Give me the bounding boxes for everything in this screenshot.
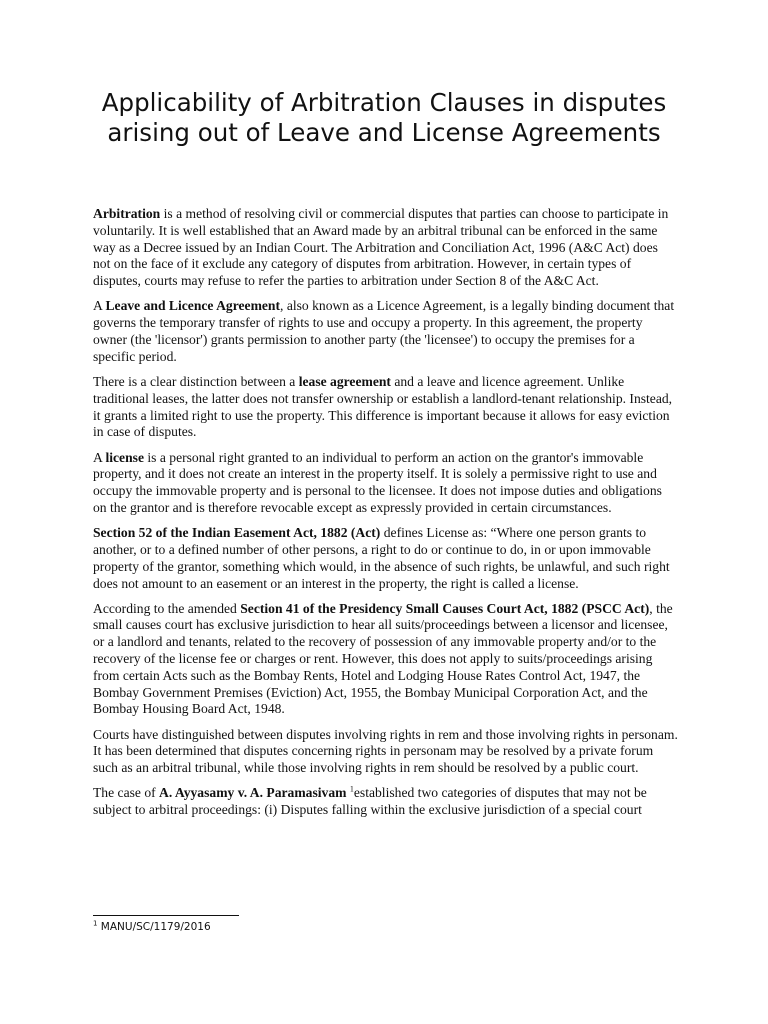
paragraph-text: , also known as a Licence Agreement, is a legally binding document that governs the temporary transfer of rights to use and occupy a property. In this agreement, the property owner (the 'licensor') grants permission to another party (the 'licensee') to occupy the premises for a specific period. (93, 298, 675, 364)
paragraph-text: is a method of resolving civil or commercial disputes that parties can choose to participate in voluntarily. It is well established that an Award made by an arbitral tribunal can be enforced in the same way as a Decree issued by an Indian Court. The Arbitration and Conciliation Act, 1996 (A&C Act) does not on the face of it exclude any category of disputes from arbitration. However, in certain types of disputes, courts may refuse to refer the parties to arbitration under Section 8 of the A&C Act. (93, 206, 669, 289)
paragraph-easement-act (93, 525, 678, 592)
paragraph-pscc-act (93, 601, 678, 719)
paragraph-leave-licence-agreement (93, 298, 678, 365)
paragraph-text: There is a clear distinction between a (93, 373, 299, 389)
bold-term: Leave and Licence Agreement (105, 298, 281, 314)
paragraph-text: defines License as: “Where one person grants to another, or to a defined number of other persons, a right to do or continue to do, in or upon immovable property of the grantor, something which would, in the absence of such rights, be unlawful, and such right does not amount to an easement or an interest in the property, the right is called a license. (93, 525, 670, 591)
bold-term: lease agreement (298, 373, 391, 389)
bold-term: A. Ayyasamy v. A. Paramasivam (159, 785, 347, 801)
paragraph-license-definition (93, 450, 678, 517)
footnote-reference[interactable]: 1 (349, 784, 354, 794)
document-title: Applicability of Arbitration Clauses in disputes arising out of Leave and License Agreements (101, 88, 667, 147)
paragraph-text: established two categories of disputes that may not be subject to arbitral proceedings: (i) Disputes falling within the exclusive jurisdiction of a special court (93, 785, 647, 818)
paragraph-text: According to the amended (93, 600, 241, 616)
bold-term: Section 41 of the Presidency Small Causes Court Act, 1882 (PSCC Act) (240, 600, 650, 616)
bold-term: Section 52 of the Indian Easement Act, 1882 (Act) (93, 525, 381, 541)
paragraph-text: A (93, 298, 106, 314)
paragraph-text: Courts have distinguished between disputes involving rights in rem and those involving rights in personam. It has been determined that disputes concerning rights in personam may be resolved by a private forum such as an arbitral tribunal, while those involving rights in rem should be resolved by a public court. (93, 726, 678, 776)
paragraph-lease-distinction (93, 374, 678, 441)
footnote-text: MANU/SC/1179/2016 (97, 921, 211, 933)
footnote-separator (93, 915, 239, 916)
paragraph-arbitration (93, 206, 678, 290)
paragraph-text: and a leave and licence agreement. Unlike traditional leases, the latter does not transfer ownership or establish a landlord-tenant relationship. Instead, it grants a limited right to use the property. This difference is important because it allows for easy eviction in case of disputes. (93, 373, 673, 440)
paragraph-text: , the small causes court has exclusive jurisdiction to hear all suits/proceedings between a licensor and licensee, or a landlord and tenants, related to the recovery of possession of any immovable property and/or to the recovery of the license fee or charges or rent. However, this does not apply to suits/proceedings arising from certain Acts such as the Bombay Rents, Hotel and Lodging House Rates Control Act, 1947, the Bombay Government Premises (Eviction) Act, 1955, the Bombay Municipal Corporation Act, and the Bombay Housing Board Act, 1948. (93, 600, 673, 717)
paragraph-text: A (93, 449, 106, 465)
paragraph-text: is a personal right granted to an individual to perform an action on the grantor's immovable property, and it does not create an interest in the property itself. It is solely a permissive right to use and occupy the immovable property and is personal to the licensee. It does not impose duties and obligations on the grantor and is therefore revocable except as expressly provided in certain circumstances. (93, 449, 662, 515)
bold-term: Arbitration (93, 206, 161, 221)
document-body (93, 206, 678, 827)
bold-term: license (105, 449, 144, 465)
paragraph-rights-in-rem (93, 727, 678, 777)
paragraph-text: The case of (93, 785, 160, 801)
paragraph-ayyasamy-case (93, 785, 678, 819)
footnote-number: 1 (93, 919, 98, 928)
footnote (93, 921, 211, 934)
